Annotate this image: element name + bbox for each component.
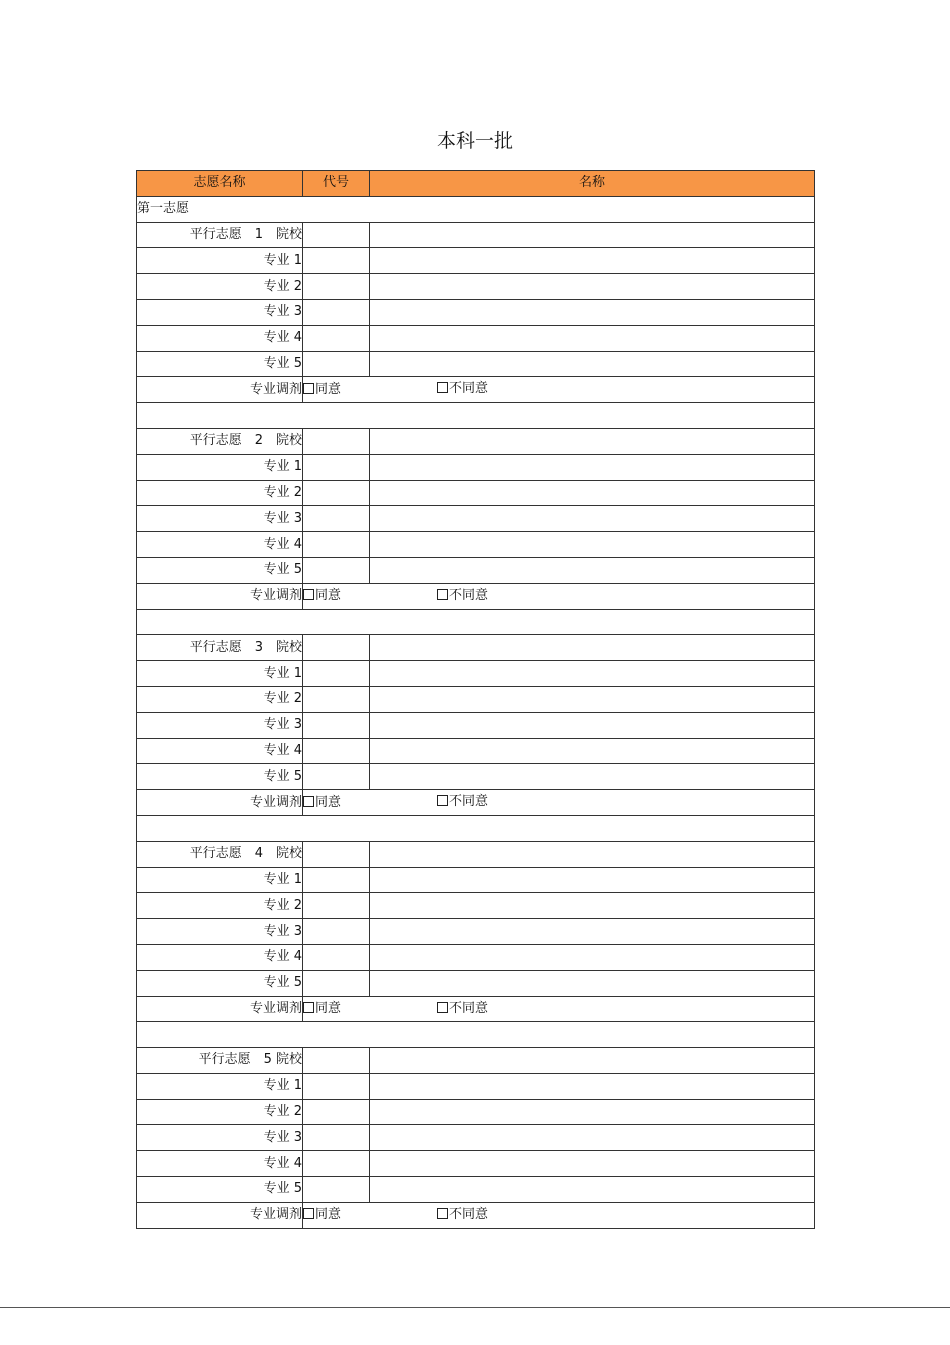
major-code-cell[interactable] (303, 454, 370, 480)
major-name-cell[interactable] (370, 299, 815, 325)
disagree-label: 不同意 (449, 1000, 489, 1016)
adjust-row (137, 996, 815, 1022)
adjust-options (303, 377, 815, 403)
spacer-row (137, 609, 815, 635)
major-code-cell[interactable] (303, 532, 370, 558)
major-row (137, 1125, 815, 1151)
major-label: 专业 2 (137, 686, 303, 712)
major-name-cell[interactable] (370, 893, 815, 919)
school-row (137, 841, 815, 867)
major-name-cell[interactable] (370, 325, 815, 351)
major-row (137, 1151, 815, 1177)
spacer-row (137, 815, 815, 841)
major-code-cell[interactable] (303, 867, 370, 893)
major-name-cell[interactable] (370, 1177, 815, 1203)
major-row (137, 299, 815, 325)
checkbox-icon[interactable] (303, 383, 314, 394)
major-code-cell[interactable] (303, 274, 370, 300)
major-name-cell[interactable] (370, 712, 815, 738)
major-code-cell[interactable] (303, 299, 370, 325)
major-row (137, 454, 815, 480)
school-row (137, 222, 815, 248)
major-label: 专业 5 (137, 557, 303, 583)
major-code-cell[interactable] (303, 919, 370, 945)
adjust-row (137, 377, 815, 403)
agree-option[interactable] (303, 382, 341, 397)
disagree-option[interactable] (437, 1203, 488, 1227)
checkbox-icon[interactable] (437, 1208, 448, 1219)
school-code-cell[interactable] (303, 841, 370, 867)
adjust-label: 专业调剂 (137, 583, 303, 609)
major-label: 专业 3 (137, 1125, 303, 1151)
agree-option[interactable] (303, 1001, 341, 1016)
major-label: 专业 3 (137, 506, 303, 532)
adjust-label: 专业调剂 (137, 1202, 303, 1228)
disagree-label: 不同意 (449, 587, 489, 603)
major-name-cell[interactable] (370, 970, 815, 996)
application-form-table (136, 170, 815, 1229)
agree-label: 同意 (315, 1000, 342, 1016)
agree-option[interactable] (303, 588, 341, 603)
school-name-cell[interactable] (370, 841, 815, 867)
major-name-cell[interactable] (370, 1125, 815, 1151)
school-row (137, 1048, 815, 1074)
agree-label: 同意 (315, 588, 342, 604)
spacer-cell (137, 1022, 815, 1048)
agree-option[interactable] (303, 1207, 341, 1222)
adjust-options (303, 790, 815, 816)
major-row (137, 274, 815, 300)
header-name: 名称 (370, 171, 815, 197)
adjust-label: 专业调剂 (137, 377, 303, 403)
major-code-cell[interactable] (303, 764, 370, 790)
spacer-cell (137, 609, 815, 635)
spacer-row (137, 1022, 815, 1048)
major-label: 专业 4 (137, 944, 303, 970)
major-name-cell[interactable] (370, 661, 815, 687)
school-label: 平行志愿 1 院校 (137, 222, 303, 248)
adjust-options (303, 1202, 815, 1228)
major-label: 专业 1 (137, 867, 303, 893)
major-label: 专业 5 (137, 970, 303, 996)
major-label: 专业 1 (137, 248, 303, 274)
spacer-cell (137, 815, 815, 841)
major-label: 专业 3 (137, 299, 303, 325)
major-name-cell[interactable] (370, 944, 815, 970)
major-code-cell[interactable] (303, 351, 370, 377)
major-code-cell[interactable] (303, 686, 370, 712)
major-name-cell[interactable] (370, 557, 815, 583)
major-label: 专业 2 (137, 480, 303, 506)
major-label: 专业 2 (137, 274, 303, 300)
major-row (137, 944, 815, 970)
major-code-cell[interactable] (303, 1073, 370, 1099)
school-code-cell[interactable] (303, 635, 370, 661)
major-label: 专业 2 (137, 893, 303, 919)
disagree-option[interactable] (437, 790, 488, 814)
section-label: 第一志愿 (137, 196, 815, 222)
school-row (137, 428, 815, 454)
major-label: 专业 3 (137, 712, 303, 738)
checkbox-icon[interactable] (303, 796, 314, 807)
major-name-cell[interactable] (370, 351, 815, 377)
major-row (137, 919, 815, 945)
major-code-cell[interactable] (303, 970, 370, 996)
major-code-cell[interactable] (303, 893, 370, 919)
school-name-cell[interactable] (370, 222, 815, 248)
school-name-cell[interactable] (370, 428, 815, 454)
agree-label: 同意 (315, 381, 342, 397)
agree-label: 同意 (315, 1207, 342, 1223)
major-label: 专业 2 (137, 1099, 303, 1125)
major-name-cell[interactable] (370, 506, 815, 532)
agree-option[interactable] (303, 795, 341, 810)
school-label: 平行志愿 4 院校 (137, 841, 303, 867)
major-row (137, 1177, 815, 1203)
disagree-option[interactable] (437, 377, 488, 401)
major-label: 专业 4 (137, 738, 303, 764)
school-code-cell[interactable] (303, 1048, 370, 1074)
major-row (137, 661, 815, 687)
major-code-cell[interactable] (303, 1151, 370, 1177)
school-row (137, 635, 815, 661)
adjust-label: 专业调剂 (137, 996, 303, 1022)
major-code-cell[interactable] (303, 480, 370, 506)
school-label: 平行志愿 3 院校 (137, 635, 303, 661)
checkbox-icon[interactable] (437, 589, 448, 600)
major-label: 专业 5 (137, 764, 303, 790)
checkbox-icon[interactable] (437, 1002, 448, 1013)
major-label: 专业 1 (137, 454, 303, 480)
school-label: 平行志愿 5 院校 (137, 1048, 303, 1074)
major-label: 专业 5 (137, 1177, 303, 1203)
school-label: 平行志愿 2 院校 (137, 428, 303, 454)
major-name-cell[interactable] (370, 532, 815, 558)
major-label: 专业 1 (137, 1073, 303, 1099)
major-row (137, 351, 815, 377)
major-name-cell[interactable] (370, 248, 815, 274)
major-code-cell[interactable] (303, 712, 370, 738)
major-name-cell[interactable] (370, 764, 815, 790)
section-row (137, 196, 815, 222)
major-label: 专业 3 (137, 919, 303, 945)
major-label: 专业 4 (137, 532, 303, 558)
major-code-cell[interactable] (303, 1125, 370, 1151)
agree-label: 同意 (315, 794, 342, 810)
disagree-label: 不同意 (449, 1206, 489, 1222)
major-row (137, 970, 815, 996)
major-label: 专业 5 (137, 351, 303, 377)
checkbox-icon[interactable] (437, 795, 448, 806)
major-name-cell[interactable] (370, 919, 815, 945)
adjust-row (137, 583, 815, 609)
major-row (137, 1073, 815, 1099)
checkbox-icon[interactable] (303, 1208, 314, 1219)
checkbox-icon[interactable] (437, 382, 448, 393)
spacer-cell (137, 403, 815, 429)
disagree-label: 不同意 (449, 381, 489, 397)
major-label: 专业 1 (137, 661, 303, 687)
major-row (137, 686, 815, 712)
footer-divider (0, 1307, 950, 1308)
major-code-cell[interactable] (303, 248, 370, 274)
major-row (137, 867, 815, 893)
major-name-cell[interactable] (370, 454, 815, 480)
header-code: 代号 (303, 171, 370, 197)
major-row (137, 1099, 815, 1125)
disagree-option[interactable] (437, 997, 488, 1021)
major-row (137, 480, 815, 506)
major-row (137, 764, 815, 790)
checkbox-icon[interactable] (303, 1002, 314, 1013)
major-code-cell[interactable] (303, 944, 370, 970)
adjust-row (137, 790, 815, 816)
major-code-cell[interactable] (303, 661, 370, 687)
major-row (137, 532, 815, 558)
major-name-cell[interactable] (370, 1099, 815, 1125)
disagree-option[interactable] (437, 584, 488, 608)
major-name-cell[interactable] (370, 738, 815, 764)
major-code-cell[interactable] (303, 325, 370, 351)
disagree-label: 不同意 (449, 794, 489, 810)
adjust-row (137, 1202, 815, 1228)
school-name-cell[interactable] (370, 635, 815, 661)
major-code-cell[interactable] (303, 506, 370, 532)
major-row (137, 738, 815, 764)
major-name-cell[interactable] (370, 867, 815, 893)
school-code-cell[interactable] (303, 428, 370, 454)
spacer-row (137, 403, 815, 429)
major-row (137, 506, 815, 532)
major-name-cell[interactable] (370, 1073, 815, 1099)
major-row (137, 248, 815, 274)
major-code-cell[interactable] (303, 557, 370, 583)
major-label: 专业 4 (137, 1151, 303, 1177)
major-row (137, 893, 815, 919)
adjust-options (303, 996, 815, 1022)
major-name-cell[interactable] (370, 686, 815, 712)
major-row (137, 325, 815, 351)
adjust-options (303, 583, 815, 609)
major-row (137, 712, 815, 738)
table-header-row (137, 171, 815, 197)
header-choice-name: 志愿名称 (137, 171, 303, 197)
major-name-cell[interactable] (370, 274, 815, 300)
school-name-cell[interactable] (370, 1048, 815, 1074)
major-code-cell[interactable] (303, 1099, 370, 1125)
checkbox-icon[interactable] (303, 589, 314, 600)
major-label: 专业 4 (137, 325, 303, 351)
major-code-cell[interactable] (303, 738, 370, 764)
major-name-cell[interactable] (370, 1151, 815, 1177)
page-title: 本科一批 (436, 130, 513, 152)
major-name-cell[interactable] (370, 480, 815, 506)
major-row (137, 557, 815, 583)
major-code-cell[interactable] (303, 1177, 370, 1203)
school-code-cell[interactable] (303, 222, 370, 248)
adjust-label: 专业调剂 (137, 790, 303, 816)
